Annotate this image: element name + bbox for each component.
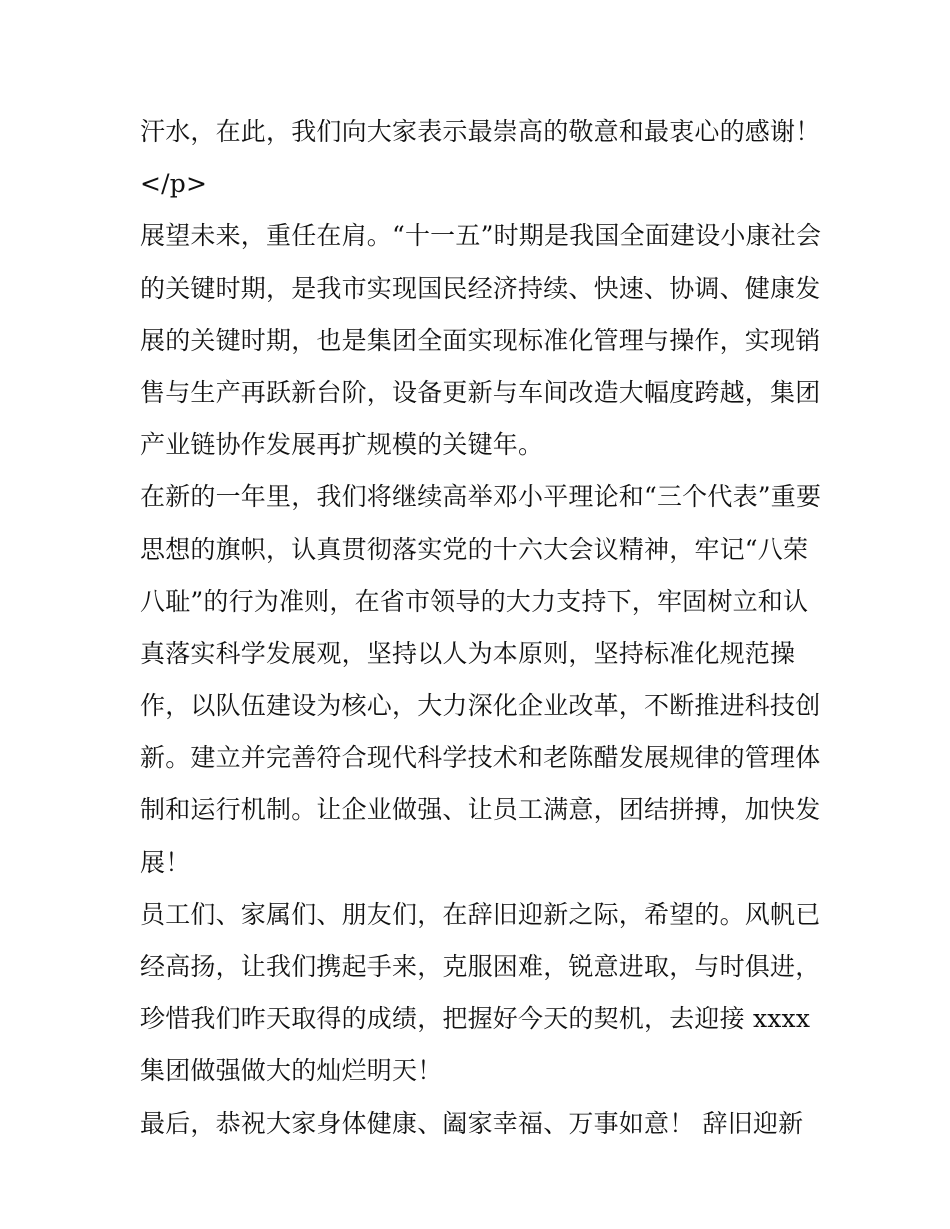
text-line: 展望未来，重任在肩。“十一五”时期是我国全面建设小康社会: [140, 221, 822, 251]
text-line: 最后，恭祝大家身体健康、阖家幸福、万事如意！ 辞旧迎新: [140, 1108, 804, 1138]
text-line: 汗水，在此，我们向大家表示最崇高的敬意和最衷心的感谢！: [140, 117, 821, 146]
text-line: 展！: [140, 847, 191, 877]
text-line: 产业链协作发展再扩规模的关键年。: [140, 430, 544, 460]
text-line: 展的关键时期，也是集团全面实现标准化管理与操作，实现销: [140, 325, 821, 355]
text-line: 珍惜我们昨天取得的成绩，把握好今天的契机，去迎接 xxxx: [140, 1004, 811, 1034]
text-line: 八耻”的行为准则，在省市领导的大力支持下，牢固树立和认: [140, 586, 809, 616]
text-line: 的关键时期，是我市实现国民经济持续、快速、协调、健康发: [140, 273, 821, 303]
text-line: 制和运行机制。让企业做强、让员工满意，团结拼搏，加快发: [140, 795, 821, 825]
text-line: 作，以队伍建设为核心，大力深化企业改革，不断推进科技创: [140, 691, 821, 721]
text-line: 售与生产再跃新台阶，设备更新与车间改造大幅度跨越，集团: [140, 377, 821, 407]
document-body: [140, 106, 820, 1150]
text-line: </p>: [140, 169, 208, 199]
text-line: 思想的旗帜，认真贯彻落实党的十六大会议精神，牢记“八荣: [140, 534, 809, 564]
text-line: 在新的一年里，我们将继续高举邓小平理论和“三个代表”重要: [140, 482, 822, 512]
text-line: 员工们、家属们、朋友们，在辞旧迎新之际，希望的。风帆已: [140, 899, 821, 929]
text-line: 集团做强做大的灿烂明天！: [140, 1056, 443, 1086]
text-line: 经高扬，让我们携起手来，克服困难，锐意进取，与时俱进，: [140, 952, 821, 981]
text-line: 真落实科学发展观，坚持以人为本原则，坚持标准化规范操: [140, 638, 796, 668]
text-line: 新。建立并完善符合现代科学技术和老陈醋发展规律的管理体: [140, 743, 821, 773]
